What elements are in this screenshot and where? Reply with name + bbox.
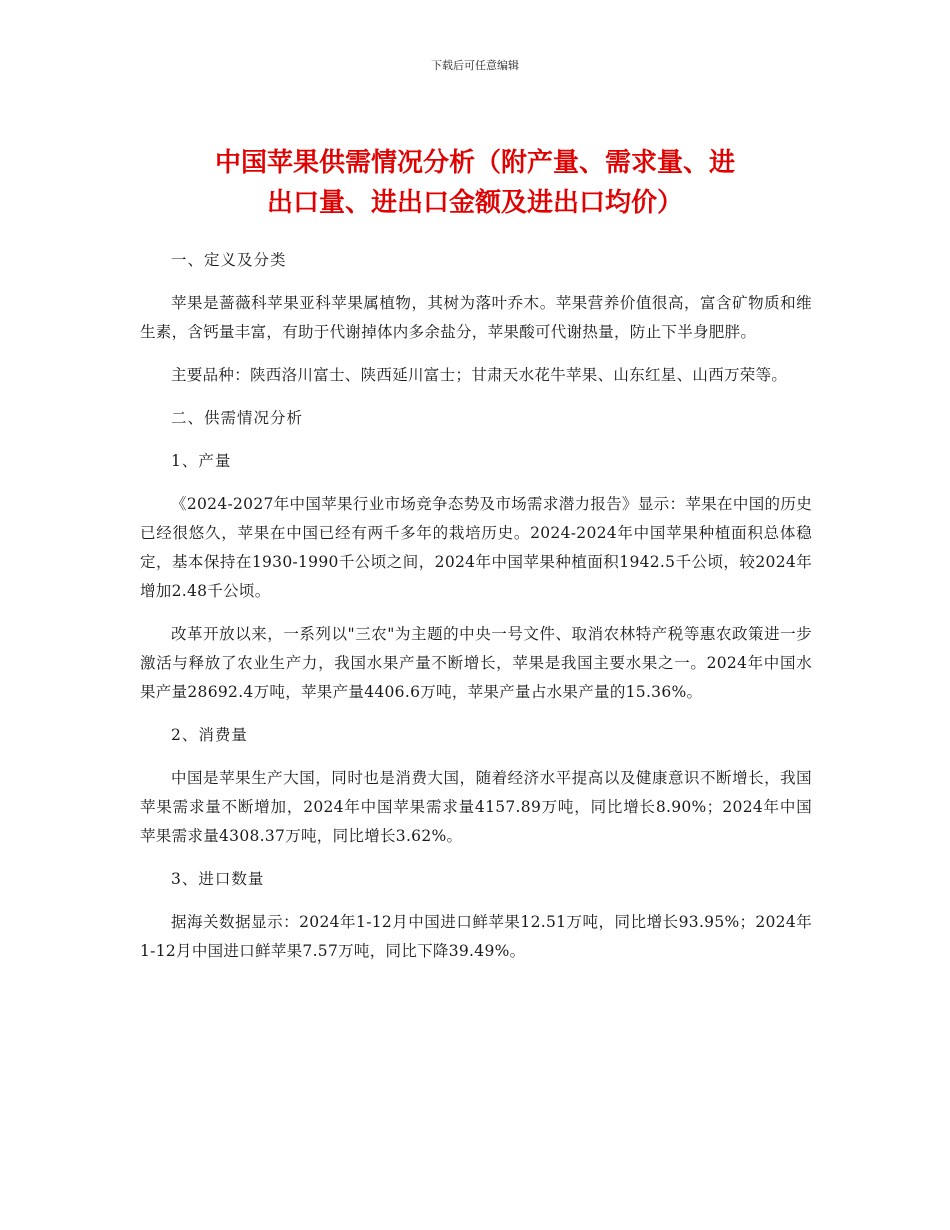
paragraph-definition-2: 主要品种：陕西洛川富士、陕西延川富士；甘肃天水花牛苹果、山东红星、山西万荣等。 <box>171 366 788 384</box>
title-line-1: 中国苹果供需情况分析（附产量、需求量、进 <box>214 148 735 178</box>
paragraph-consumption: 中国是苹果生产大国，同时也是消费大国，随着经济水平提高以及健康意识不断增长，我国苹果需求量不断增加，2024年中国苹果需求量4157.89万吨，同比增长8.90%；2024年中国苹果需求量4308.37万吨，同比增长3.62%。 <box>140 769 812 845</box>
section-heading-analysis: 二、供需情况分析 <box>171 409 304 427</box>
document-title <box>140 143 810 223</box>
document-body <box>140 246 812 980</box>
paragraph-import: 据海关数据显示：2024年1-12月中国进口鲜苹果12.51万吨，同比增长93.95%；2024年1-12月中国进口鲜苹果7.57万吨，同比下降39.49%。 <box>140 913 812 960</box>
header-note: 下载后可任意编辑 <box>431 59 519 72</box>
paragraph-definition-1: 苹果是蔷薇科苹果亚科苹果属植物，其树为落叶乔木。苹果营养价值很高，富含矿物质和维生素，含钙量丰富，有助于代谢掉体内多余盐分，苹果酸可代谢热量，防止下半身肥胖。 <box>140 294 812 341</box>
paragraph-production-1: 《2024-2027年中国苹果行业市场竞争态势及市场需求潜力报告》显示：苹果在中国的历史已经很悠久，苹果在中国已经有两千多年的栽培历史。2024-2024年中国苹果种植面积总体稳定，基本保持在1930-1990千公顷之间，2024年中国苹果种植面积1942.5千公顷，较2024年增加2.48千公顷。 <box>140 495 812 600</box>
subheading-consumption: 2、消费量 <box>171 726 248 744</box>
title-line-2: 出口量、进出口金额及进出口均价） <box>266 188 683 218</box>
paragraph-production-2: 改革开放以来，一系列以"三农"为主题的中央一号文件、取消农林特产税等惠农政策进一步激活与释放了农业生产力，我国水果产量不断增长，苹果是我国主要水果之一。2024年中国水果产量28692.4万吨，苹果产量4406.6万吨，苹果产量占水果产量的15.36%。 <box>140 625 812 701</box>
subheading-production: 1、产量 <box>171 452 232 470</box>
section-heading-definition: 一、定义及分类 <box>171 251 287 269</box>
subheading-import: 3、进口数量 <box>171 870 265 888</box>
